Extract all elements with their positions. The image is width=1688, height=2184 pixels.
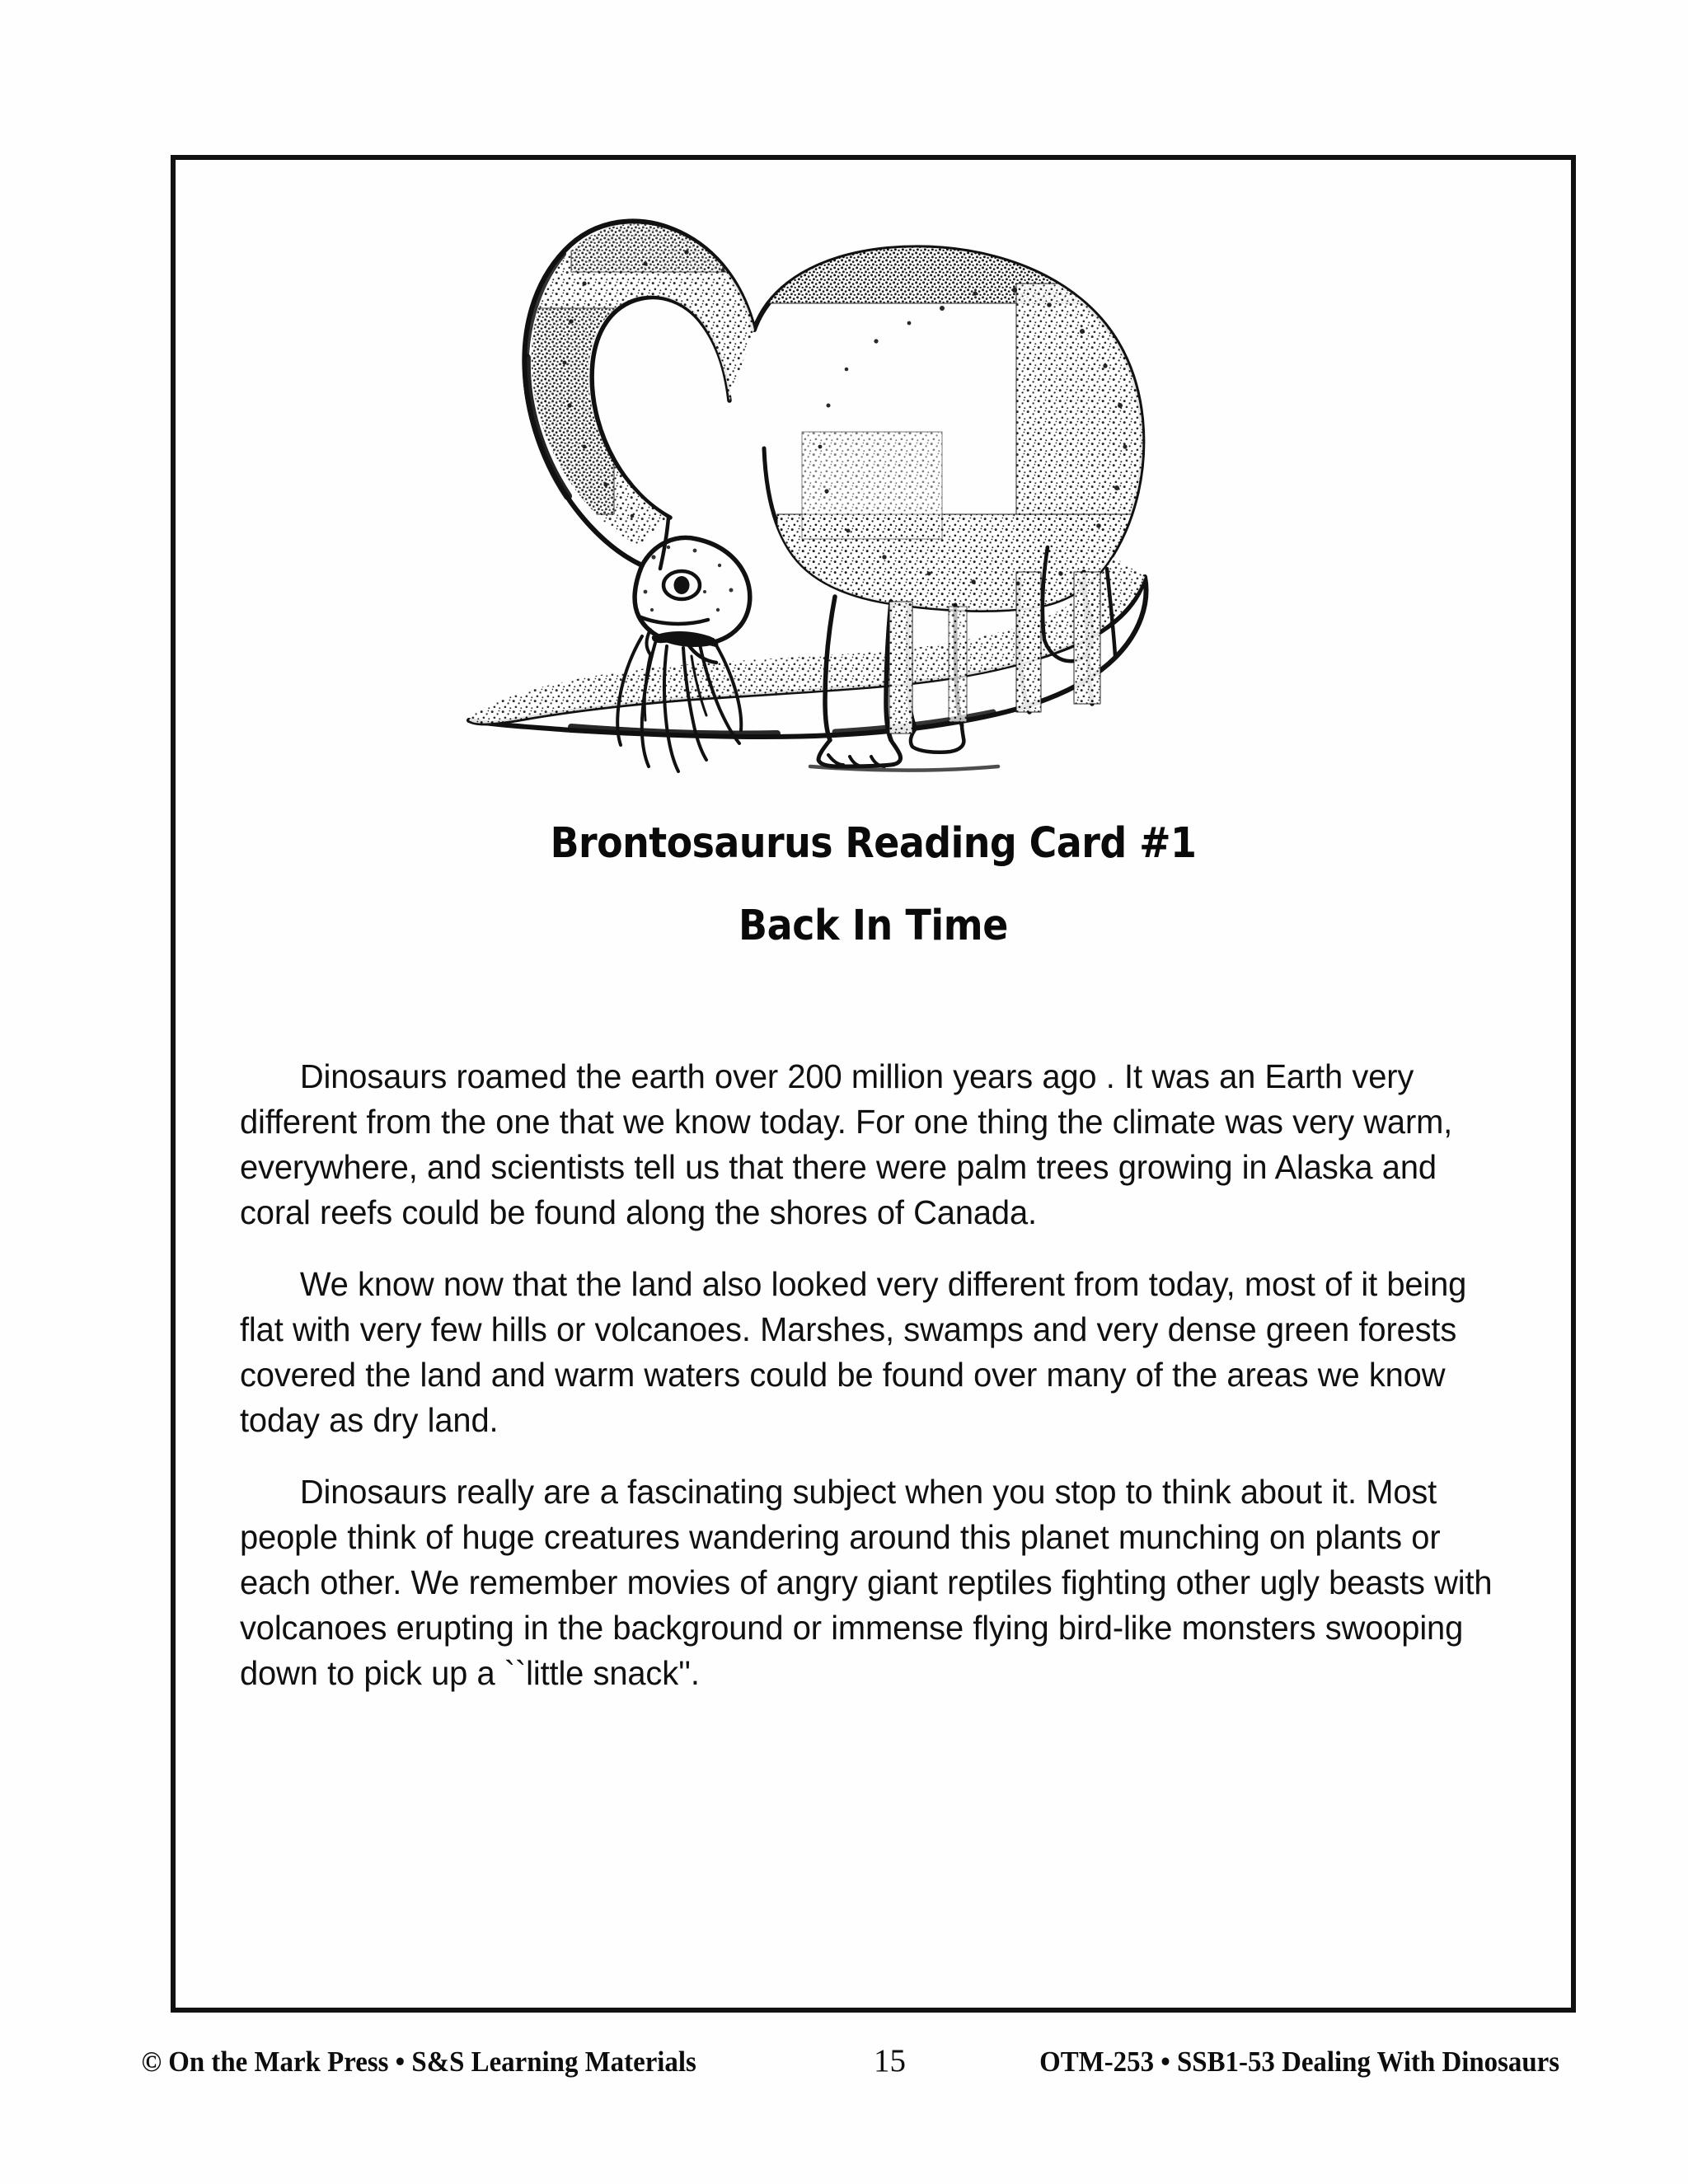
passage-paragraph-1: Dinosaurs roamed the earth over 200 million years ago . It was an Earth very different from the one that we know today. For one thing the climate was very warm, everywhere, and scientists tell us that there were palm trees growing in Alaska and coral reefs could be found along the shores of Canada. <box>240 1057 1453 1231</box>
brontosaurus-illustration <box>448 185 1371 786</box>
card-subtitle: Back In Time <box>738 902 1009 950</box>
footer-product-code: OTM-253 • SSB1-53 Dealing With Dinosaurs <box>1039 2046 1559 2078</box>
passage-paragraph-3: Dinosaurs really are a fascinating subject when you stop to think about it. Most people think of huge creatures wandering around this planet munching on plants or each other. We remember movies of angry giant reptiles fighting other ugly beasts with volcanoes erupting in the background or immense flying bird-like monsters swooping down to pick up a ``little snack''. <box>240 1473 1493 1692</box>
dinosaur-body <box>744 242 1156 613</box>
reading-passage <box>240 1054 1513 1696</box>
content-frame <box>171 155 1576 2013</box>
card-title: Brontosaurus Reading Card #1 <box>550 819 1197 868</box>
footer-page-number: 15 <box>874 2043 907 2079</box>
footer-copyright: © On the Mark Press • S&S Learning Materials <box>141 2046 696 2078</box>
page-footer <box>124 2042 1576 2088</box>
passage-paragraph-2: We know now that the land also looked very different from today, most of it being flat with very few hills or volcanoes. Marshes, swamps and very dense green forests covered the land and warm waters could be found over many of the areas we know today as dry land. <box>240 1265 1467 1439</box>
